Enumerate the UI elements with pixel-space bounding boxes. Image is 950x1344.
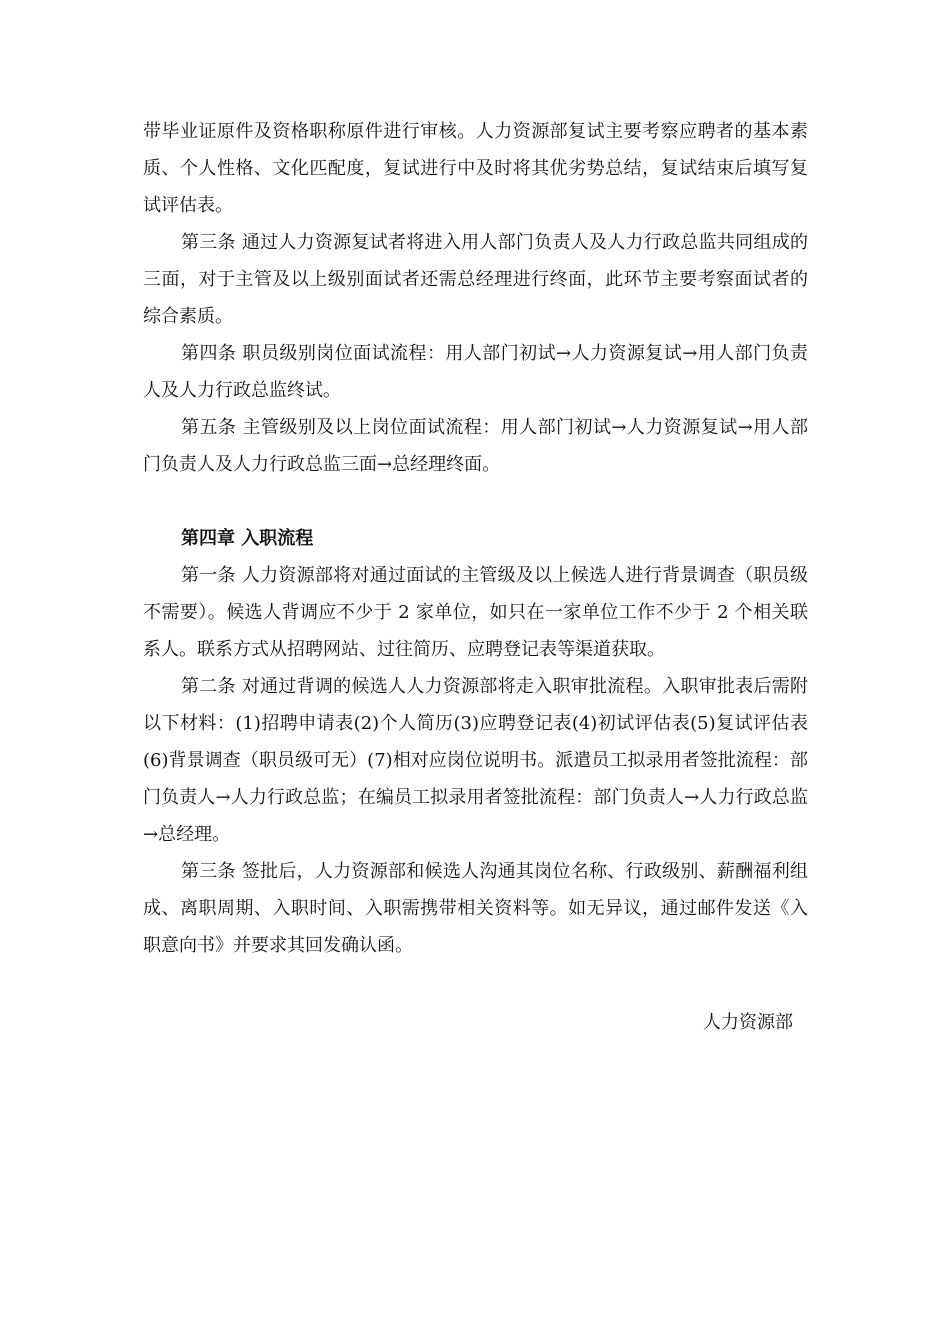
chapter3-article4: 第四条 职员级别岗位面试流程：用人部门初试→人力资源复试→用人部门负责人及人力行政总监终试。 <box>143 343 808 401</box>
chapter3-article3: 第三条 通过人力资源复试者将进入用人部门负责人及人力行政总监共同组成的三面，对于主管及以上级别面试者还需总经理进行终面，此环节主要考察面试者的综合素质。 <box>143 232 808 327</box>
chapter4-article2: 第二条 对通过背调的候选人人力资源部将走入职审批流程。入职审批表后需附以下材料：(1)招聘申请表(2)个人简历(3)应聘登记表(4)初试评估表(5)复试评估表(6)背景调查（职员级可无）(7)相对应岗位说明书。派遣员工拟录用者签批流程：部门负责人→人力行政总监；在编员工拟录用者签批流程：部门负责人→人力行政总监→总经理。 <box>143 676 808 845</box>
document-page <box>143 113 808 1041</box>
section-gap <box>143 483 808 520</box>
signature: 人力资源部 <box>703 1012 793 1033</box>
chapter4-article1: 第一条 人力资源部将对通过面试的主管级及以上候选人进行背景调查（职员级不需要）。候选人背调应不少于 2 家单位，如只在一家单位工作不少于 2 个相关联系人。联系方式从招聘网站、过往简历、应聘登记表等渠道获取。 <box>143 565 808 660</box>
chapter4-heading: 第四章 入职流程 <box>181 528 314 549</box>
chapter4-article3: 第三条 签批后，人力资源部和候选人沟通其岗位名称、行政级别、薪酬福利组成、离职周期、入职时间、入职需携带相关资料等。如无异议，通过邮件发送《入职意向书》并要求其回发确认函。 <box>143 861 808 956</box>
signature-gap <box>143 964 808 1004</box>
chapter3-continuation: 带毕业证原件及资格职称原件进行审核。人力资源部复试主要考察应聘者的基本素质、个人性格、文化匹配度，复试进行中及时将其优劣势总结，复试结束后填写复试评估表。 <box>143 121 808 216</box>
chapter3-article5: 第五条 主管级别及以上岗位面试流程：用人部门初试→人力资源复试→用人部门负责人及人力行政总监三面→总经理终面。 <box>143 417 808 475</box>
